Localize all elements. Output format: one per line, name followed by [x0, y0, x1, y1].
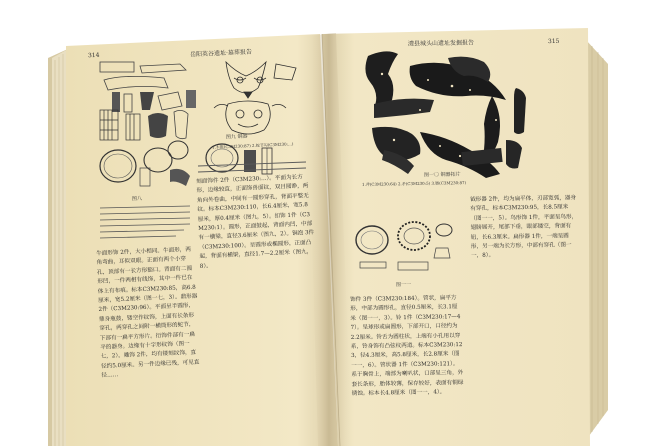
right-figure-caption-title: 图一〇 铜器拓片 — [423, 171, 461, 179]
left-figure-caption-title: 图九 铜器 — [225, 133, 248, 141]
right-running-header: 澧县城头山遗址发掘报告 — [407, 39, 475, 48]
left-page-body-text-lower: 牛面形饰 2件，大小相同。牛面形，两角弯曲，耳似双眼。正面有两个小穿孔，顶部有一长方形豁口。背面有二圆形凹，一件两相有线饰，其中一件已在体上有布痕。标本C3M230:85，高6.8厘米，宽5.2厘米（图一七，3）。鼎形器 2件（C3M230:96）。平面呈半圆形，鼎身瓶鼓，镂空作纹饰，上面有长条形穿孔，两穿孔之间附一横筒形的蛇节，下部有一扁平方形片。衍饰件部有一扁平的器身。边缘有十字形纹饰（图一七，2）。雕饰 2件，均有镂刻纹饰，直径约5.0厘米。另一件边缘已残，可见直径…… — [96, 246, 200, 380]
right-page-number: 315 — [547, 37, 560, 46]
left-figure-caption-detail: 1.木锥(C3M230:87) 2.蛇节勾(C3M230:...) — [211, 141, 294, 150]
left-page-number: 314 — [87, 51, 100, 60]
right-figure-caption-detail: 1.斧(C3M230:64) 2.矛(C3M230:5) 3.镞(C3M230:87) — [361, 180, 467, 187]
left-page-body-text-upper: 刻面饰件 2件（C3M230:...）。平面为长方形，边缘较直，正面饰兽面纹，双目圆睁，两角向外卷曲，中间有一圆形穿孔，背面平整无纹。标本C3M230:110，长6.4厘米，宽5.8厘米，厚0.4厘米（图九，5）。扣饰 1件（C3M230:1）。圆形，正面鼓起，背面内凹，中部有一横梁，直径3.6厘米（图九，2）。铜泡 3件（C3M230:100）。呈圆形或椭圆形，正面凸起，背面有横梁，直径1.7—2.2厘米（图九，8）。 — [196, 174, 315, 270]
right-page-body-text-upper: 钺形器 2件，均为扁平体，刃部宽弧，器身有穿孔，标本C3M230:95，长8.5厘米（图一一，5）。鸟形饰 1件，平面呈鸟形，翅膀展开，尾部下垂，眼部镂空，背面有钮，长6.3厘米。扁形器 1件，一端呈圆形，另一端为长方形，中部有穿孔（图一一，8）。 — [470, 195, 578, 260]
right-page-body-text-lower: 饰件 3件（C3M230:184）。管状，扁平方形，中部为圆形孔，直径0.5厘米，长3.1厘米（图一一，3）。铃 1件（C3M230:17—47）。呈球形或扁圆形，下部开口，口径约为2.2厘米。铃舌为圆柱状，上端有小孔用以穿系，铃身饰有凸弦纹两道。标本C3M230:123，径4.3厘米，高5.8厘米，长2.8厘米（图一一，6）。管状器 1件（C3M230:121）。系于胸骨上，端部为喇叭状，口部呈三角，外套长条形，胎体较薄，保存较好，表面有铜绿锈蚀。标本长4.8厘米（图一一，4）。 — [350, 295, 464, 398]
right-figure-caption: 图一一 — [395, 281, 412, 289]
left-running-header: 岳阳英谷遗址·墓葬报告 — [189, 48, 253, 59]
left-figure-caption: 图八 — [131, 195, 143, 203]
